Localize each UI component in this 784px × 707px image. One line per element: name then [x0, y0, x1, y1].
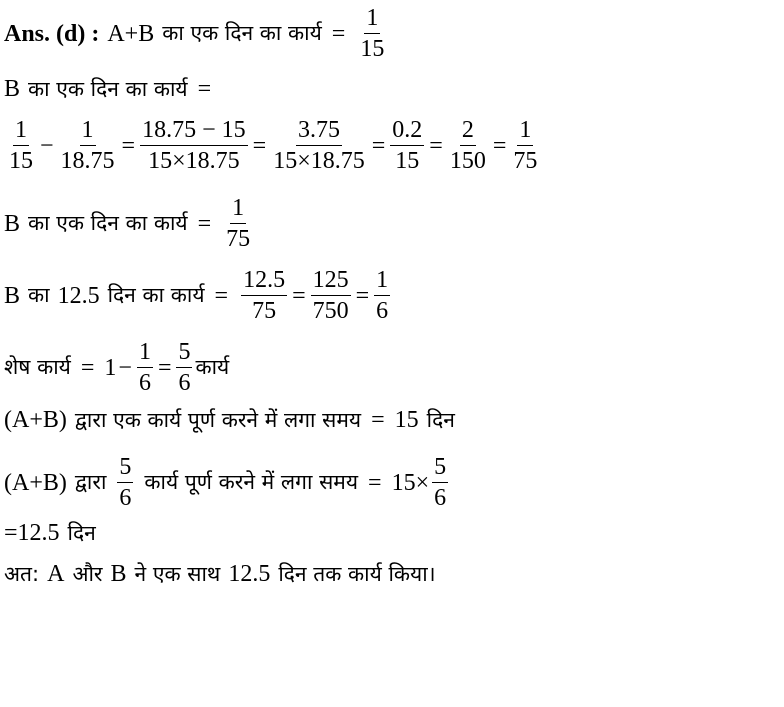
term-b: B — [4, 76, 21, 102]
fraction — [448, 118, 488, 173]
denominator: 750 — [312, 298, 349, 324]
term-a-plus-b: (A+B) — [4, 407, 67, 433]
answer-line-8 — [4, 455, 451, 510]
answer-line-2 — [4, 77, 213, 101]
hindi-text: दिन तक कार्य किया। — [278, 561, 436, 586]
hindi-text: दिन का कार्य — [107, 283, 205, 307]
denominator: 75 — [226, 226, 251, 252]
fraction — [432, 455, 448, 510]
denominator: 6 — [376, 298, 389, 324]
hindi-text: द्वारा एक कार्य पूर्ण करने में लगा समय — [74, 407, 362, 432]
denominator: 6 — [138, 370, 151, 396]
fraction — [137, 340, 153, 395]
numerator: 125 — [311, 268, 351, 296]
numerator: 12.5 — [241, 268, 287, 296]
denominator: 150 — [449, 148, 486, 174]
fraction — [374, 268, 390, 323]
denominator: 6 — [434, 485, 447, 511]
numerator: 5 — [432, 455, 448, 483]
fraction — [241, 268, 287, 323]
denominator: 6 — [178, 370, 191, 396]
equals-sign: = — [368, 469, 382, 496]
number: 15 — [394, 407, 419, 433]
number: 12.5 — [57, 282, 100, 309]
numerator: 2 — [460, 118, 476, 146]
numerator: 0.2 — [390, 118, 424, 146]
equals-sign: = — [371, 407, 385, 433]
denominator: 75 — [513, 148, 538, 174]
fraction — [511, 118, 539, 173]
numerator: 5 — [117, 455, 133, 483]
denominator: 15 — [395, 148, 420, 174]
minus-sign: − — [118, 354, 132, 381]
hindi-text: द्वारा — [74, 470, 107, 494]
hindi-text: और — [72, 561, 103, 586]
answer-line-1 — [4, 6, 389, 61]
hindi-text: शेष कार्य — [4, 355, 71, 379]
hindi-text: अत: — [4, 561, 40, 586]
equals-sign: = — [197, 76, 212, 102]
fraction — [176, 340, 192, 395]
numerator: 1 — [137, 340, 153, 368]
answer-line-3 — [4, 118, 542, 173]
numerator: 18.75 − 15 — [140, 118, 248, 146]
denominator: 75 — [252, 298, 277, 324]
answer-label: Ans. (d) : — [4, 20, 100, 47]
number: 15× — [391, 469, 430, 496]
fraction — [271, 118, 367, 173]
equals-sign: = — [252, 132, 267, 159]
hindi-text: दिन — [67, 520, 96, 545]
denominator: 15×18.75 — [273, 148, 365, 174]
hindi-text: कार्य — [195, 355, 230, 379]
equals-sign: = — [331, 20, 346, 47]
answer-line-4 — [4, 196, 255, 251]
fraction — [224, 196, 252, 251]
equals-sign: = — [157, 354, 172, 381]
hindi-text: का — [28, 283, 50, 307]
equals-sign: = — [292, 282, 306, 309]
hindi-text: का एक दिन का कार्य — [162, 21, 322, 45]
equals-sign: = — [429, 132, 443, 159]
equals-sign: = — [197, 210, 212, 237]
number: 1 — [104, 354, 117, 381]
minus-sign: − — [40, 132, 54, 159]
equals-sign: = — [214, 282, 229, 309]
hindi-text: कार्य पूर्ण करने में लगा समय — [144, 470, 359, 494]
term-a: A — [47, 561, 65, 587]
numerator: 3.75 — [296, 118, 342, 146]
answer-line-5 — [4, 268, 393, 323]
number: =12.5 — [4, 520, 60, 546]
fraction — [7, 118, 35, 173]
answer-line-10 — [4, 562, 436, 586]
fraction — [140, 118, 248, 173]
hindi-text: ने एक साथ — [134, 561, 221, 586]
numerator: 1 — [517, 118, 533, 146]
denominator: 15 — [360, 36, 385, 62]
numerator: 1 — [13, 118, 29, 146]
equals-sign: = — [371, 132, 386, 159]
fraction — [117, 455, 133, 510]
hindi-text: का एक दिन का कार्य — [28, 211, 188, 235]
term-a-plus-b: (A+B) — [4, 469, 67, 496]
term-a-plus-b: A+B — [107, 20, 155, 47]
hindi-text: का एक दिन का कार्य — [28, 76, 188, 101]
numerator: 5 — [176, 340, 192, 368]
number: 12.5 — [228, 561, 271, 587]
equals-sign: = — [121, 132, 136, 159]
hindi-text: दिन — [426, 407, 455, 432]
fraction — [358, 6, 386, 61]
numerator: 1 — [80, 118, 96, 146]
answer-line-9 — [4, 521, 96, 545]
denominator: 18.75 — [60, 148, 115, 174]
numerator: 1 — [230, 196, 246, 224]
fraction — [390, 118, 424, 173]
fraction — [311, 268, 351, 323]
term-b: B — [4, 282, 21, 309]
answer-line-6 — [4, 340, 229, 395]
equals-sign: = — [80, 354, 95, 381]
fraction — [59, 118, 117, 173]
answer-line-7 — [4, 408, 455, 432]
numerator: 1 — [374, 268, 390, 296]
equals-sign: = — [492, 132, 507, 159]
denominator: 6 — [119, 485, 132, 511]
numerator: 1 — [364, 6, 380, 34]
term-b: B — [110, 561, 127, 587]
denominator: 15×18.75 — [148, 148, 240, 174]
term-b: B — [4, 210, 21, 237]
equals-sign: = — [355, 282, 370, 309]
denominator: 15 — [9, 148, 33, 174]
